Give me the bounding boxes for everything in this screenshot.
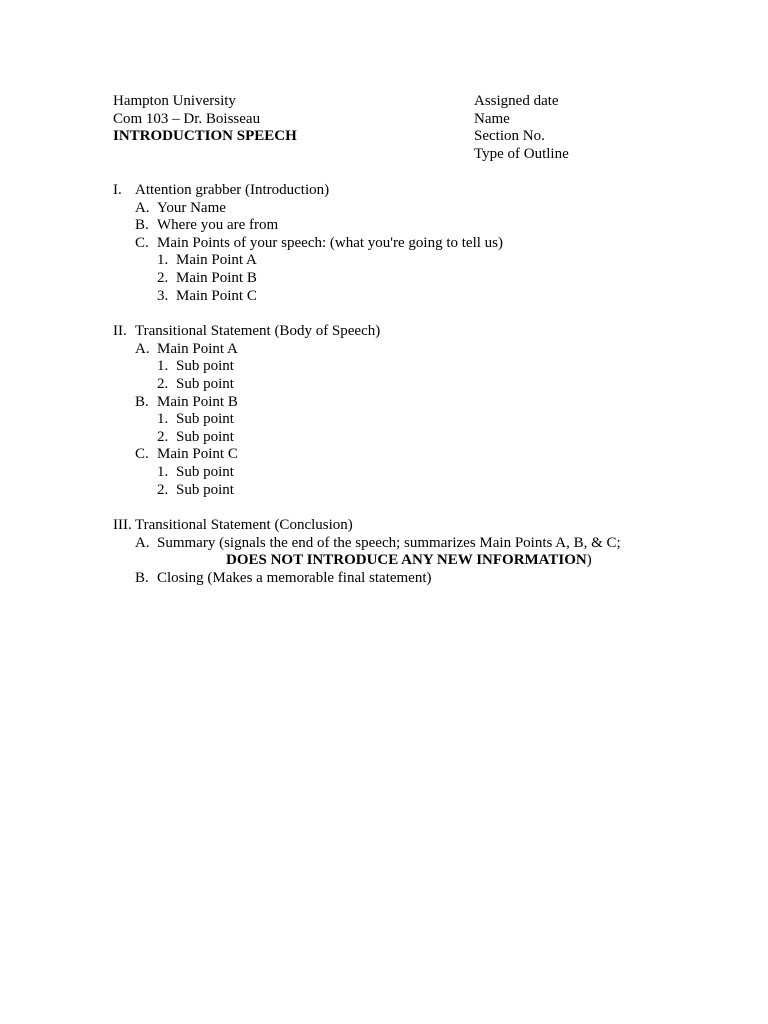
header-right bbox=[474, 93, 569, 163]
item-label: 1. bbox=[157, 463, 169, 480]
item-label: B. bbox=[135, 569, 149, 586]
item-label: B. bbox=[135, 393, 149, 410]
university-name: Hampton University bbox=[113, 93, 236, 109]
item-label: C. bbox=[135, 234, 149, 251]
item-text: Sub point bbox=[176, 358, 234, 375]
item-text: Your Name bbox=[157, 199, 226, 216]
item-text: Transitional Statement (Conclusion) bbox=[135, 517, 353, 534]
outline-type-label: Type of Outline bbox=[474, 145, 569, 162]
item-label: 2. bbox=[157, 481, 169, 498]
item-text: Sub point bbox=[176, 463, 234, 480]
item-label: C. bbox=[135, 446, 149, 463]
item-text: Closing (Makes a memorable final statement) bbox=[157, 569, 432, 586]
item-label: 2. bbox=[157, 269, 169, 286]
item-label: 2. bbox=[157, 375, 169, 392]
item-text: Main Point A bbox=[176, 252, 257, 269]
document-title: INTRODUCTION SPEECH bbox=[113, 128, 297, 145]
course-name: Com 103 – Dr. Boisseau bbox=[113, 110, 261, 127]
item-text: Attention grabber (Introduction) bbox=[135, 182, 330, 198]
item-label: B. bbox=[135, 217, 149, 234]
item-label: A. bbox=[135, 340, 150, 357]
item-text: Transitional Statement (Body of Speech) bbox=[135, 323, 381, 340]
item-label: 1. bbox=[157, 358, 169, 375]
item-text: Main Points of your speech: (what you're going to tell us) bbox=[157, 234, 503, 251]
continuation-text bbox=[226, 552, 592, 570]
item-text: Summary (signals the end of the speech; summarizes Main Points A, B, & C; bbox=[157, 534, 621, 551]
item-text: Main Point A bbox=[157, 340, 238, 357]
item-label: I. bbox=[113, 182, 122, 198]
item-text: Main Point C bbox=[157, 446, 238, 463]
item-text: Sub point bbox=[176, 411, 234, 428]
assigned-date-label: Assigned date bbox=[474, 93, 559, 109]
section-no-label: Section No. bbox=[474, 128, 545, 145]
item-text: Main Point C bbox=[176, 287, 257, 304]
item-label: A. bbox=[135, 534, 150, 551]
item-text: Sub point bbox=[176, 428, 234, 445]
item-label: A. bbox=[135, 199, 150, 216]
emphasis-text: DOES NOT INTRODUCE ANY NEW INFORMATION bbox=[226, 552, 587, 569]
item-text: Main Point B bbox=[176, 269, 257, 286]
item-label: II. bbox=[113, 323, 127, 340]
item-label: 3. bbox=[157, 287, 169, 304]
item-text: Sub point bbox=[176, 375, 234, 392]
item-label: 2. bbox=[157, 428, 169, 445]
item-label: 1. bbox=[157, 252, 169, 269]
item-label: III. bbox=[113, 517, 132, 534]
item-label: 1. bbox=[157, 411, 169, 428]
name-label: Name bbox=[474, 110, 510, 127]
header-left bbox=[113, 93, 297, 146]
item-text: Sub point bbox=[176, 481, 234, 498]
closing-paren: ) bbox=[586, 552, 592, 569]
item-text: Where you are from bbox=[157, 217, 279, 234]
item-text: Main Point B bbox=[157, 393, 238, 410]
